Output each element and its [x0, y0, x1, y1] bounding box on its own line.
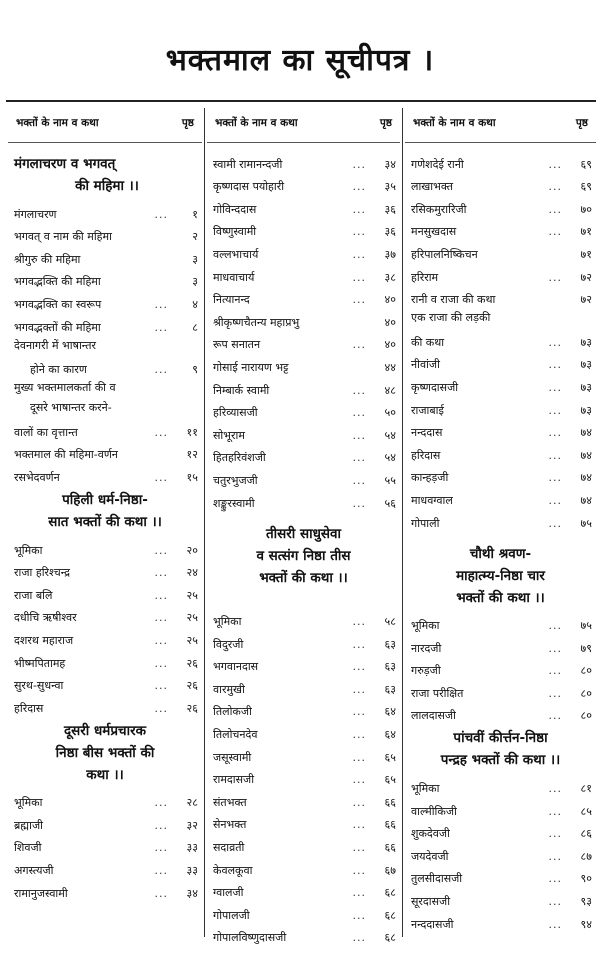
- toc-entry: गोसाई नारायण भट्ट ४४: [213, 360, 396, 374]
- toc-entry: भूमिका ... ५८: [213, 615, 396, 629]
- toc-entry: विदुरजी ... ६३: [213, 637, 396, 651]
- toc-entry: हरिदास ... ७४: [411, 448, 592, 462]
- toc-entry: सोभूराम ... ५४: [213, 428, 396, 442]
- toc-entry: तिलोचनदेव ... ६४: [213, 728, 396, 742]
- toc-entry: नन्ददासजी ... ९४: [411, 917, 592, 931]
- toc-entry: गोपालविष्णुदासजी ... ६८: [213, 931, 396, 945]
- toc-entry: वारमुखी ... ६३: [213, 682, 396, 696]
- header-name-label: भक्तों के नाम व कथा: [16, 117, 99, 129]
- section-heading-dharmaprachar: दूसरी धर्मप्रचारक निष्ठा बीस भक्तों की कथा ।।: [55, 722, 155, 783]
- toc-entry: मंगलाचरण ... १: [14, 207, 198, 221]
- toc-entry: हरिराम ... ७२: [411, 270, 592, 284]
- toc-entry: वाल्मीकिजी ... ८५: [411, 804, 592, 818]
- toc-entry: केवलकूवा ... ६७: [213, 863, 396, 877]
- toc-entry: रानी व राजा की कथा ७२: [411, 293, 592, 307]
- toc-entry: गोपाली ... ७५: [411, 516, 592, 530]
- toc-entry: तिलोकजी ... ६४: [213, 705, 396, 719]
- toc-entry: माधवग्वाल ... ७४: [411, 493, 592, 507]
- toc-entry: होने का कारण ... ९: [30, 363, 198, 377]
- toc-entry: भूमिका ... ७५: [411, 619, 592, 633]
- toc-entry: निम्बार्क स्वामी ... ४८: [213, 383, 396, 397]
- toc-entry: ग्वालजी ... ६८: [213, 886, 396, 900]
- toc-column-3: [402, 108, 598, 937]
- header-name-label: भक्तों के नाम व कथा: [413, 117, 496, 129]
- section-heading-sadhuseva: तीसरी साधुसेवा व सत्संग निष्ठा तीस भक्तों की कथा ।।: [256, 525, 351, 586]
- toc-entry: चतुरभुजजी ... ५५: [213, 473, 396, 487]
- toc-entry: संतभक्त ... ६६: [213, 795, 396, 809]
- toc-entry: वालों का वृत्तान्त ... ११: [14, 425, 198, 439]
- column-header: [207, 108, 400, 143]
- toc-entry: वल्लभाचार्य ... ३७: [213, 247, 396, 261]
- toc-entry: रसभेदवर्णन ... १५: [14, 470, 198, 484]
- page-title: भक्तमाल का सूचीपत्र ।: [165, 43, 435, 78]
- toc-entry: ब्रह्माजी ... ३२: [14, 818, 198, 832]
- toc-entry: श्रीकृष्णचैतन्य महाप्रभु ४०: [213, 315, 396, 329]
- toc-entry: भूमिका ... २०: [14, 543, 198, 557]
- toc-entry: राजा परीक्षित ... ८०: [411, 686, 592, 700]
- toc-entry: अगस्त्यजी ... ३३: [14, 864, 198, 878]
- toc-entry: भीष्मपितामह ... २६: [14, 656, 198, 670]
- toc-entry: शिवजी ... ३३: [14, 841, 198, 855]
- toc-entry: कृष्णदास पयोहारी ... ३५: [213, 180, 396, 194]
- toc-entry: विष्णुस्वामी ... ३६: [213, 225, 396, 239]
- column-header: [405, 108, 596, 143]
- toc-entry: तुलसीदासजी ... ९०: [411, 872, 592, 886]
- toc-entry: सेनभक्त ... ६६: [213, 818, 396, 832]
- toc-entry: रूप सनातन ... ४०: [213, 338, 396, 352]
- header-name-label: भक्तों के नाम व कथा: [215, 117, 298, 129]
- toc-entry: नित्यानन्द ... ४०: [213, 293, 396, 307]
- toc-entry: हरिपालनिष्किचन ७१: [411, 247, 592, 261]
- toc-entry: नीवांजी ... ७३: [411, 358, 592, 372]
- toc-entry: स्वामी रामानन्दजी ... ३४: [213, 157, 396, 171]
- toc-entry: राजा हरिश्चन्द्र ... २४: [14, 566, 198, 580]
- toc-entry: राजाबाई ... ७३: [411, 403, 592, 417]
- toc-column-1: [6, 108, 204, 937]
- toc-entry: सुरथ-सुधन्वा ... २६: [14, 679, 198, 693]
- header-page-label: पृष्ठ: [379, 117, 392, 129]
- toc-entry: शुकदेवजी ... ८६: [411, 827, 592, 841]
- toc-entry: कान्हड़जी ... ७४: [411, 471, 592, 485]
- toc-entry-line: देवनागरी में भाषान्तर: [14, 338, 96, 352]
- toc-entry: भगवद्भक्ति की महिमा ३: [14, 275, 198, 289]
- section-heading-shravan: चौथी श्रवण- माहात्म्य-निष्ठा चार भक्तों की कथा ।।: [456, 545, 545, 606]
- toc-entry: राजा बलि ... २५: [14, 588, 198, 602]
- toc-entry: भक्तमाल की महिमा-वर्णन १२: [14, 448, 198, 462]
- section-heading-kirtan: पांचवीं कीर्त्तन-निष्ठा पन्द्रह भक्तों की कथा ।।: [440, 730, 561, 769]
- toc-entry: गरुड़जी ... ८०: [411, 664, 592, 678]
- toc-entry: मनसुखदास ... ७१: [411, 225, 592, 239]
- toc-entry: दशरथ महाराज ... २५: [14, 633, 198, 647]
- toc-entry-line: दूसरे भाषान्तर करने-: [30, 401, 112, 415]
- toc-entry-line: मुख्य भक्तमालकर्ता की व: [14, 381, 116, 395]
- section-heading-mangalacharan: मंगलाचरण व भगवत् की महिमा ।।: [14, 156, 139, 194]
- column-header: [8, 108, 202, 143]
- toc-entry: सदाव्रती ... ६६: [213, 841, 396, 855]
- toc-entry: जसूस्वामी ... ६५: [213, 750, 396, 764]
- toc-entry-line: एक राजा की लड़की: [411, 311, 491, 325]
- header-page-label: पृष्ठ: [575, 117, 588, 129]
- toc-entry: जयदेवजी ... ८७: [411, 849, 592, 863]
- toc-entry: नन्ददास ... ७४: [411, 426, 592, 440]
- toc-entry: दधीचि ऋषीश्वर ... २५: [14, 611, 198, 625]
- toc-entry: हरिदास ... २६: [14, 701, 198, 715]
- header-page-label: पृष्ठ: [181, 117, 194, 129]
- toc-entry: शङ्कुरस्वामी ... ५६: [213, 496, 396, 510]
- toc-entry: माधवाचार्य ... ३८: [213, 270, 396, 284]
- toc-entry: श्रीगुरु की महिमा ३: [14, 252, 198, 266]
- toc-entry: भगवत् व नाम की महिमा २: [14, 230, 198, 244]
- toc-entry: रामानुजस्वामी ... ३४: [14, 886, 198, 900]
- toc-entry: हरिव्यासजी ... ५०: [213, 406, 396, 420]
- toc-entry: लाखाभक्त ... ६९: [411, 180, 592, 194]
- toc-entry: गणेशदेई रानी ... ६९: [411, 157, 592, 171]
- toc-entry: की कथा ... ७३: [411, 335, 592, 349]
- title-rule: [6, 100, 596, 102]
- toc-column-2: [204, 108, 402, 945]
- toc-entry: नारदजी ... ७९: [411, 641, 592, 655]
- toc-entry: सूरदासजी ... ९३: [411, 895, 592, 909]
- toc-entry: लालदासजी ... ८०: [411, 709, 592, 723]
- toc-entry: रामदासजी ... ६५: [213, 773, 396, 787]
- toc-entry: गोविन्ददास ... ३६: [213, 202, 396, 216]
- toc-entry: गोपालजी ... ६८: [213, 908, 396, 922]
- toc-entry: भगवद्भक्तों की महिमा ... ८: [14, 320, 198, 334]
- section-heading-dharma-nishtha: पहिली धर्म-निष्ठा- सात भक्तों की कथा ।।: [48, 491, 162, 530]
- toc-entry: भगवद्भक्ति का स्वरूप ... ४: [14, 297, 198, 311]
- toc-entry: कृष्णदासजी ... ७३: [411, 380, 592, 394]
- toc-entry: भूमिका ... ८१: [411, 782, 592, 796]
- toc-entry: भगवानदास ... ६३: [213, 660, 396, 674]
- toc-entry: हितहरिवंशजी ... ५४: [213, 451, 396, 465]
- toc-entry: रसिकमुरारिजी ... ७०: [411, 202, 592, 216]
- toc-entry: भूमिका ... २८: [14, 796, 198, 810]
